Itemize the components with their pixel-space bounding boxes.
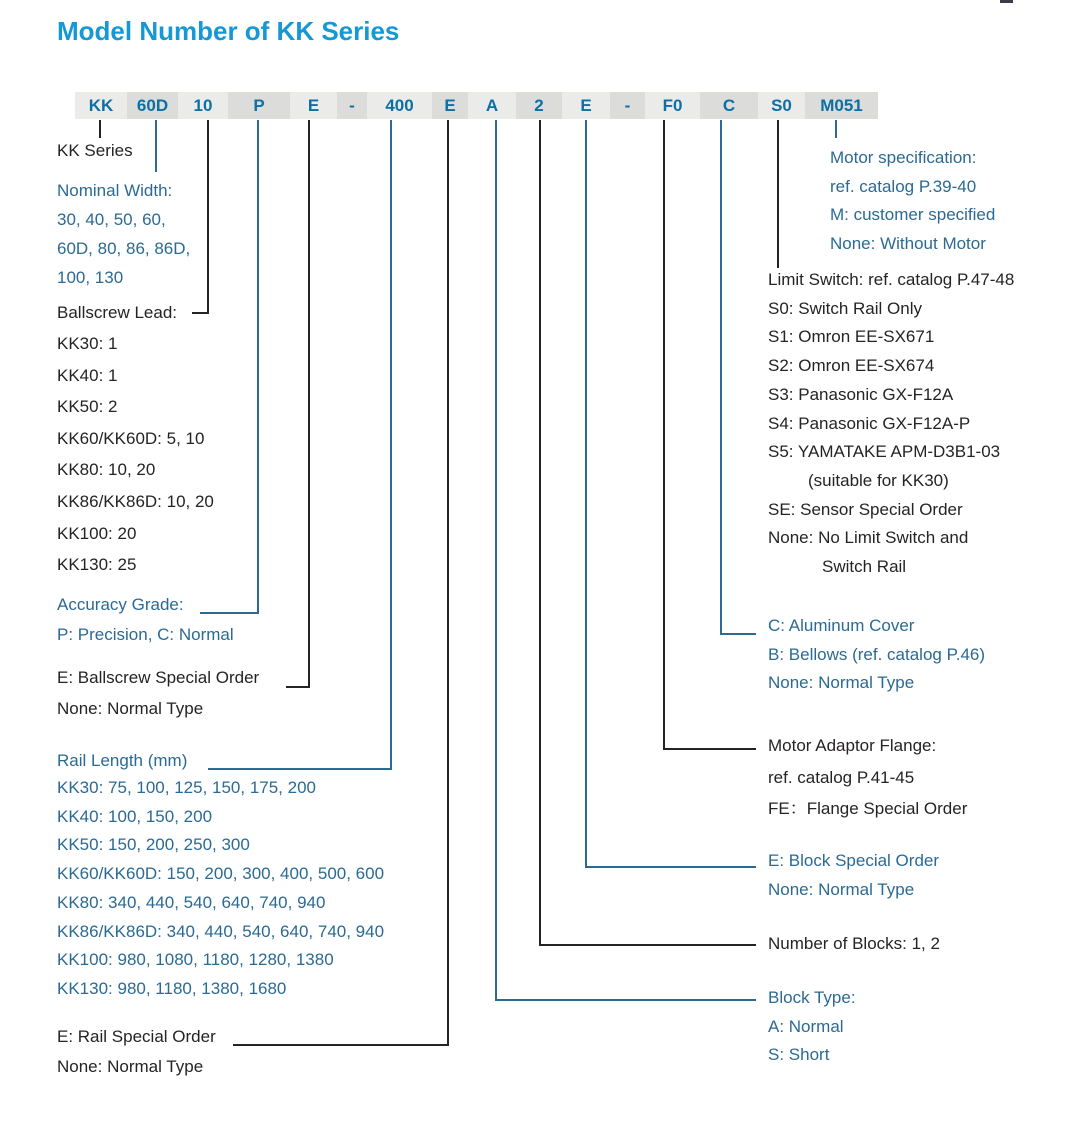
limit-switch-item: SE: Sensor Special Order <box>768 499 963 519</box>
rail-length-item: KK100: 980, 1080, 1180, 1280, 1380 <box>57 950 334 970</box>
motor-spec-item: Motor specification: <box>830 148 977 167</box>
connector-10-vertical <box>207 120 209 314</box>
limit-switch-item: None: No Limit Switch and <box>768 528 969 548</box>
page-edge-artifact <box>1000 0 1013 3</box>
ballscrew-lead-list <box>57 328 214 581</box>
motor-flange-item: ref. catalog P.41-45 <box>768 767 915 787</box>
rail-special-block <box>57 1022 216 1081</box>
rail-length-title: Rail Length (mm) <box>57 751 188 770</box>
limit-switch-item: S0: Switch Rail Only <box>768 298 922 318</box>
limit-switch-title: Limit Switch: ref. catalog P.47-48 <box>768 270 1015 289</box>
rail-length-item: KK60/KK60D: 150, 200, 300, 400, 500, 600 <box>57 864 385 884</box>
limit-switch-item: S4: Panasonic GX-F12A-P <box>768 413 971 433</box>
nominal-width-values: 30, 40, 50, 60, <box>57 210 166 229</box>
rail-length-list <box>57 774 384 1004</box>
cover-block <box>768 612 985 698</box>
model-segment: KK <box>75 92 127 119</box>
ballscrew-lead-item: KK30: 1 <box>57 334 118 353</box>
block-type-block <box>768 984 856 1070</box>
cover-item: None: Normal Type <box>768 673 915 693</box>
ballscrew-lead-item: KK80: 10, 20 <box>57 460 156 480</box>
nominal-width-values: 60D, 80, 86, 86D, <box>57 239 191 258</box>
connector-400-vertical <box>390 120 392 770</box>
motor-spec-block <box>830 144 995 259</box>
nominal-width-title: Nominal Width: <box>57 181 173 200</box>
model-segment: E <box>432 92 468 119</box>
block-special-block <box>768 847 939 904</box>
connector-f0-vertical <box>663 120 665 750</box>
limit-switch-item: S2: Omron EE-SX674 <box>768 356 935 376</box>
accuracy-grade-values: P: Precision, C: Normal <box>57 625 234 644</box>
connector-e2-vertical <box>447 120 449 1046</box>
model-segment: F0 <box>645 92 700 119</box>
accuracy-grade-block <box>57 590 234 650</box>
rail-length-item: KK86/KK86D: 340, 440, 540, 640, 740, 940 <box>57 921 385 941</box>
ballscrew-lead-item: KK100: 20 <box>57 523 137 543</box>
model-segment: E <box>290 92 337 119</box>
limit-switch-item: S3: Panasonic GX-F12A <box>768 384 954 404</box>
motor-spec-item: ref. catalog P.39-40 <box>830 176 977 196</box>
connector-c-vertical <box>720 120 722 635</box>
model-segment: S0 <box>758 92 805 119</box>
block-type-title: Block Type: <box>768 988 856 1007</box>
ballscrew-lead-item: KK50: 2 <box>57 397 118 417</box>
connector-400-horizontal <box>208 768 390 770</box>
block-type-item: S: Short <box>768 1045 830 1064</box>
connector-2-vertical <box>539 120 541 946</box>
motor-spec-item: None: Without Motor <box>830 234 986 254</box>
limit-switch-item: Switch Rail <box>822 557 907 577</box>
connector-p-vertical <box>257 120 259 614</box>
model-segment-dash: - <box>337 92 367 119</box>
connector-10-horizontal <box>192 312 207 314</box>
connector-e1-horizontal <box>286 686 308 688</box>
connector-e3-horizontal <box>585 866 756 868</box>
model-segment: P <box>228 92 290 119</box>
connector-a-vertical <box>495 120 497 1001</box>
nominal-width-values: 100, 130 <box>57 268 124 287</box>
ballscrew-lead-title: Ballscrew Lead: <box>57 303 178 322</box>
model-segment: M051 <box>805 92 878 119</box>
connector-2-horizontal <box>539 944 756 946</box>
rail-special-item: E: Rail Special Order <box>57 1027 216 1046</box>
connector-s0-vertical <box>777 120 779 268</box>
rail-length-item: KK40: 100, 150, 200 <box>57 806 213 826</box>
limit-switch-item: S5: YAMATAKE APM-D3B1-03 <box>768 442 1001 462</box>
ballscrew-lead-item: KK40: 1 <box>57 365 118 385</box>
ballscrew-special-block <box>57 662 259 724</box>
cover-item: C: Aluminum Cover <box>768 616 915 635</box>
motor-flange-title: Motor Adaptor Flange: <box>768 736 937 755</box>
connector-e3-vertical <box>585 120 587 868</box>
block-special-item: None: Normal Type <box>768 879 915 899</box>
model-segment: C <box>700 92 758 119</box>
ballscrew-lead-item: KK130: 25 <box>57 555 137 575</box>
model-segment: 10 <box>178 92 228 119</box>
connector-f0-horizontal <box>663 748 756 750</box>
connector-e2-horizontal <box>233 1044 447 1046</box>
kk-series-label: KK Series <box>57 141 133 160</box>
ballscrew-lead-item: KK60/KK60D: 5, 10 <box>57 428 205 448</box>
num-blocks-label: Number of Blocks: 1, 2 <box>768 934 940 953</box>
rail-length-item: KK80: 340, 440, 540, 640, 740, 940 <box>57 892 326 912</box>
rail-length-item: KK30: 75, 100, 125, 150, 175, 200 <box>57 778 316 797</box>
model-segment-dash: - <box>610 92 645 119</box>
motor-spec-item: M: customer specified <box>830 205 996 225</box>
model-segment: 60D <box>127 92 178 119</box>
connector-m051-vertical <box>835 120 837 138</box>
cover-item: B: Bellows (ref. catalog P.46) <box>768 644 986 664</box>
limit-switch-item: (suitable for KK30) <box>808 470 949 490</box>
connector-e1-vertical <box>308 120 310 688</box>
connector-c-horizontal <box>720 633 756 635</box>
rail-special-item: None: Normal Type <box>57 1056 204 1076</box>
limit-switch-block <box>768 266 1014 582</box>
nominal-width-block <box>57 176 190 292</box>
ballscrew-lead-item: KK86/KK86D: 10, 20 <box>57 491 214 511</box>
connector-a-horizontal <box>495 999 756 1001</box>
accuracy-grade-title: Accuracy Grade: <box>57 595 184 614</box>
connector-60d-vertical <box>155 120 157 172</box>
rail-length-item: KK50: 150, 200, 250, 300 <box>57 835 250 855</box>
limit-switch-item: S1: Omron EE-SX671 <box>768 327 935 347</box>
model-number-strip <box>75 92 878 119</box>
rail-length-item: KK130: 980, 1180, 1380, 1680 <box>57 978 287 998</box>
motor-flange-item: FE：Flange Special Order <box>768 799 968 819</box>
model-segment: 2 <box>516 92 562 119</box>
block-type-item: A: Normal <box>768 1016 844 1036</box>
model-segment: A <box>468 92 516 119</box>
block-special-item: E: Block Special Order <box>768 851 940 870</box>
ballscrew-special-item: E: Ballscrew Special Order <box>57 668 260 687</box>
motor-flange-block <box>768 730 967 825</box>
ballscrew-special-item: None: Normal Type <box>57 699 204 718</box>
model-segment: 400 <box>367 92 432 119</box>
page-title: Model Number of KK Series <box>57 16 400 46</box>
model-segment: E <box>562 92 610 119</box>
